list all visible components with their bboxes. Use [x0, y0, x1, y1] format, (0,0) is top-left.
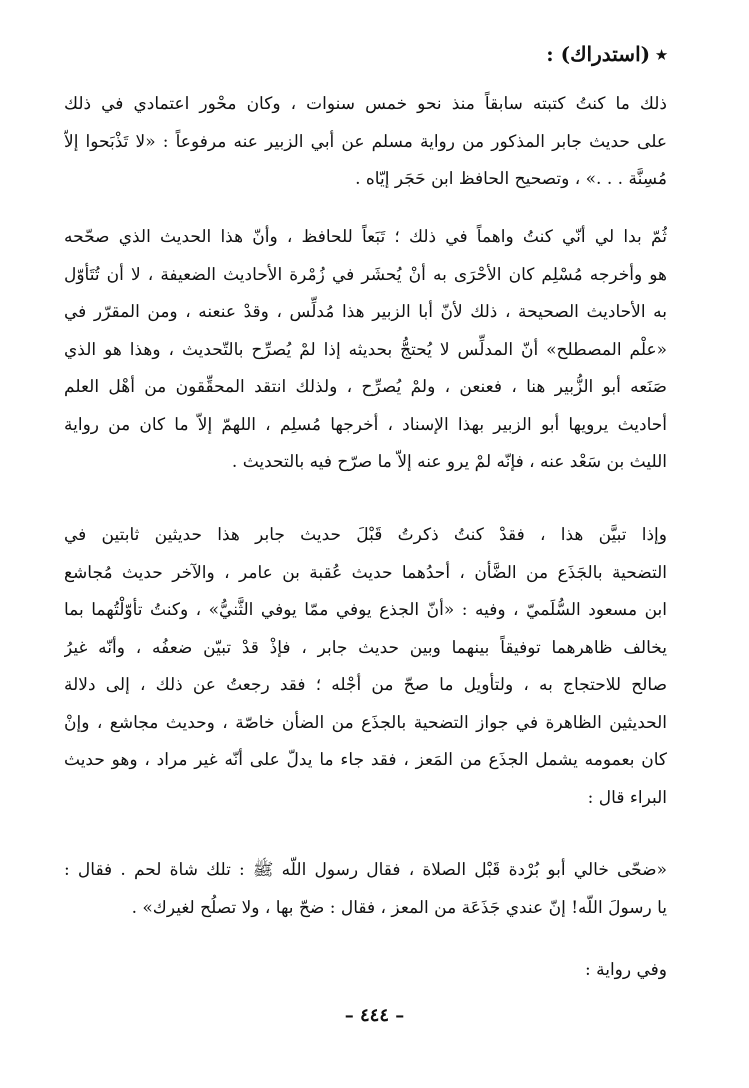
section-heading	[546, 38, 667, 70]
text-line: وإذا تبيَّن هذا ، فقدْ كنتُ ذكرتُ قَبْلَ حديث جابر هذا حديثين ثابتين في	[64, 525, 667, 545]
text-line: كان بعمومه يشمل الجذَع من المَعز ، فقد جاء ما يدلّ على أنّه غير مراد ، وهو حديث	[64, 750, 667, 770]
text-line: ابن مسعود السُّلَميّ ، وفيه : «أنّ الجذع يوفي ممّا يوفي الثَّنيُّ» ، وكنتُ تأوّلْتُهما بما	[64, 600, 667, 620]
text-line: التضحية بالجَذَع من الضَّأن ، أحدُهما حديث عُقبة بن عامر ، والآخر حديث مُجاشع	[64, 562, 667, 583]
text-line: «علْم المصطلح» أنّ المدلِّس لا يُحتجُّ بحديثه إذا لمْ يُصرِّح بالتّحديث ، وهذا هو الذي	[64, 339, 667, 360]
text-line: البراء قال :	[587, 787, 667, 808]
text-line: صالح للاحتجاج به ، ولتأويل ما صحّ من أجْله ؛ فقد رجعتُ عن ذلك ، إلى دلالة	[64, 675, 667, 695]
paragraph-3	[64, 517, 667, 817]
text-line: الليث بن سَعْد عنه ، فإنّه لمْ يرو عنه إلاّ ما صرّح فيه بالتحديث .	[231, 452, 667, 472]
paragraph-5	[64, 952, 667, 990]
hadith-quote	[64, 852, 667, 927]
text-line: «ضحّى خالي أبو بُرْدة قَبْل الصلاة ، فقال رسول اللّه ﷺ : تلك شاة لحم . فقال :	[64, 860, 667, 880]
paragraph-2	[64, 219, 667, 482]
text-line: على حديث جابر المذكور من رواية مسلم عن أبي الزبير عنه مرفوعاً : «لا تَذْبَحوا إلاّ	[64, 131, 667, 152]
text-line: به الأحاديث الصحيحة ، ذلك لأنّ أبا الزبير هذا مُدلِّس ، وقدْ عنعنه ، ومن المقرّر في	[64, 302, 667, 322]
asterisk-icon: ٭	[656, 42, 667, 66]
text-line: أحاديث يرويها أبو الزبير بهذا الإسناد ، أخرجها مُسلِم ، اللهمّ إلاّ ما كان من رواية	[64, 414, 667, 435]
text-line: يا رسولَ اللّه! إنّ عندي جَذَعَة من المعز ، فقال : ضحّ بها ، ولا تصلُح لغيرك» .	[131, 897, 667, 918]
heading-text: (استدراك) :	[546, 42, 651, 66]
text-line: الحديثين الظاهرة في جواز التضحية بالجذَع من الضأن خاصّة ، وحديث مجاشع ، وإنْ	[64, 712, 667, 733]
text-line: مُسِنَّة . . .» ، وتصحيح الحافظ ابن حَجَر إيّاه .	[355, 169, 667, 189]
text-line: صَنَعه أبو الزُّبير هنا ، فعنعن ، ولمْ يُصرِّح ، ولذلك انتقد المحقِّقون من أهْل العلم	[64, 377, 667, 397]
page-number: – ٤٤٤ –	[344, 1005, 405, 1026]
text-line: هو وأخرجه مُسْلِم كان الأحْرَى به أنْ يُحشَر في زُمْرة الأحاديث الضعيفة ، لا أن تُتَأوّل	[64, 264, 667, 285]
text-line: ثُمّ بدا لي أنّي كنتُ واهماً في ذلك ؛ تَبَعاً للحافظ ، وأنّ هذا الحديث الذي صحّحه	[64, 227, 667, 247]
text-line: وفي رواية :	[584, 960, 667, 980]
paragraph-1	[64, 86, 667, 199]
text-line: ذلك ما كنتُ كتبته سابقاً منذ نحو خمس سنوات ، وكان محْور اعتمادي في ذلك	[64, 94, 667, 114]
text-line: يخالف ظاهرهما توفيقاً بينهما وبين حديث جابر ، فإذْ قدْ تبيّن ضعفُه ، وأنّه غيرُ	[64, 637, 667, 658]
